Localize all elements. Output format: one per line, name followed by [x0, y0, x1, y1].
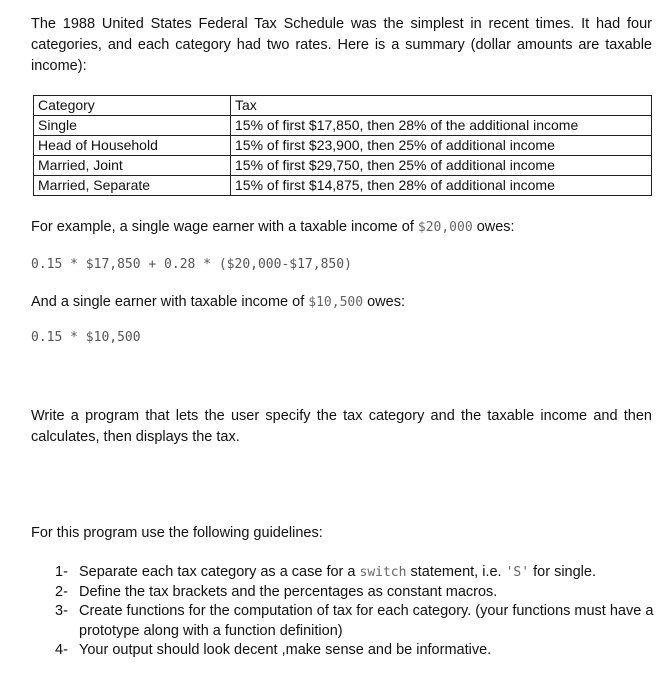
example-amount: $20,000 [417, 220, 473, 235]
example-single-10500 [31, 292, 652, 313]
list-item [55, 583, 655, 603]
tax-cell: 15% of first $14,875, then 28% of additional income [231, 176, 652, 196]
example-text: For example, a single wage earner with a taxable income of [31, 219, 418, 235]
inline-code: switch [359, 565, 407, 580]
header-tax: Tax [231, 96, 652, 116]
category-cell: Head of Household [34, 136, 231, 156]
list-number: 1- [55, 564, 68, 580]
list-text: Separate each tax category as a case for a [79, 564, 360, 580]
list-text: Define the tax brackets and the percentages as constant macros. [79, 583, 498, 600]
list-number: 3- [55, 603, 68, 619]
tax-cell: 15% of first $29,750, then 25% of additional income [231, 156, 652, 176]
category-cell: Single [34, 116, 231, 136]
list-number: 4- [55, 642, 68, 658]
list-number: 2- [55, 583, 68, 600]
inline-code: 'S' [505, 565, 530, 580]
table-header-row [34, 96, 652, 116]
list-text: Your output should look decent ,make sense and be informative. [79, 642, 492, 658]
example-single-20000 [31, 217, 652, 238]
category-cell: Married, Separate [34, 176, 231, 196]
list-item [55, 641, 655, 661]
table-row [34, 156, 652, 176]
list-text: Create functions for the computation of tax for each category. (your functions must have a prototype along with a function definition) [79, 603, 654, 639]
code-example-2: 0.15 * $10,500 [31, 330, 141, 345]
list-text: statement, i.e. [406, 564, 506, 580]
guidelines-intro: For this program use the following guidelines: [31, 525, 323, 541]
table-row [34, 136, 652, 156]
example-amount: $10,500 [308, 295, 364, 310]
list-text: for single. [529, 564, 596, 580]
example-text: And a single earner with taxable income of [31, 294, 309, 310]
guidelines-list [55, 563, 655, 661]
intro-paragraph: The 1988 United States Federal Tax Schedule was the simplest in recent times. It had four categories, and each category had two rates. Here is a summary (dollar amounts are taxable income): [31, 16, 652, 74]
list-item [55, 602, 655, 641]
tax-schedule-table [33, 95, 652, 196]
example-suffix: owes: [472, 219, 515, 235]
category-cell: Married, Joint [34, 156, 231, 176]
task-paragraph: Write a program that lets the user specify the tax category and the taxable income and then calculates, then displays the tax. [31, 408, 652, 445]
header-category: Category [34, 96, 231, 116]
table-row [34, 176, 652, 196]
example-suffix: owes: [363, 294, 405, 310]
tax-cell: 15% of first $23,900, then 25% of additional income [231, 136, 652, 156]
list-item [55, 563, 655, 583]
code-example-1: 0.15 * $17,850 + 0.28 * ($20,000-$17,850) [31, 257, 352, 272]
tax-cell: 15% of first $17,850, then 28% of the additional income [231, 116, 652, 136]
table-row [34, 116, 652, 136]
